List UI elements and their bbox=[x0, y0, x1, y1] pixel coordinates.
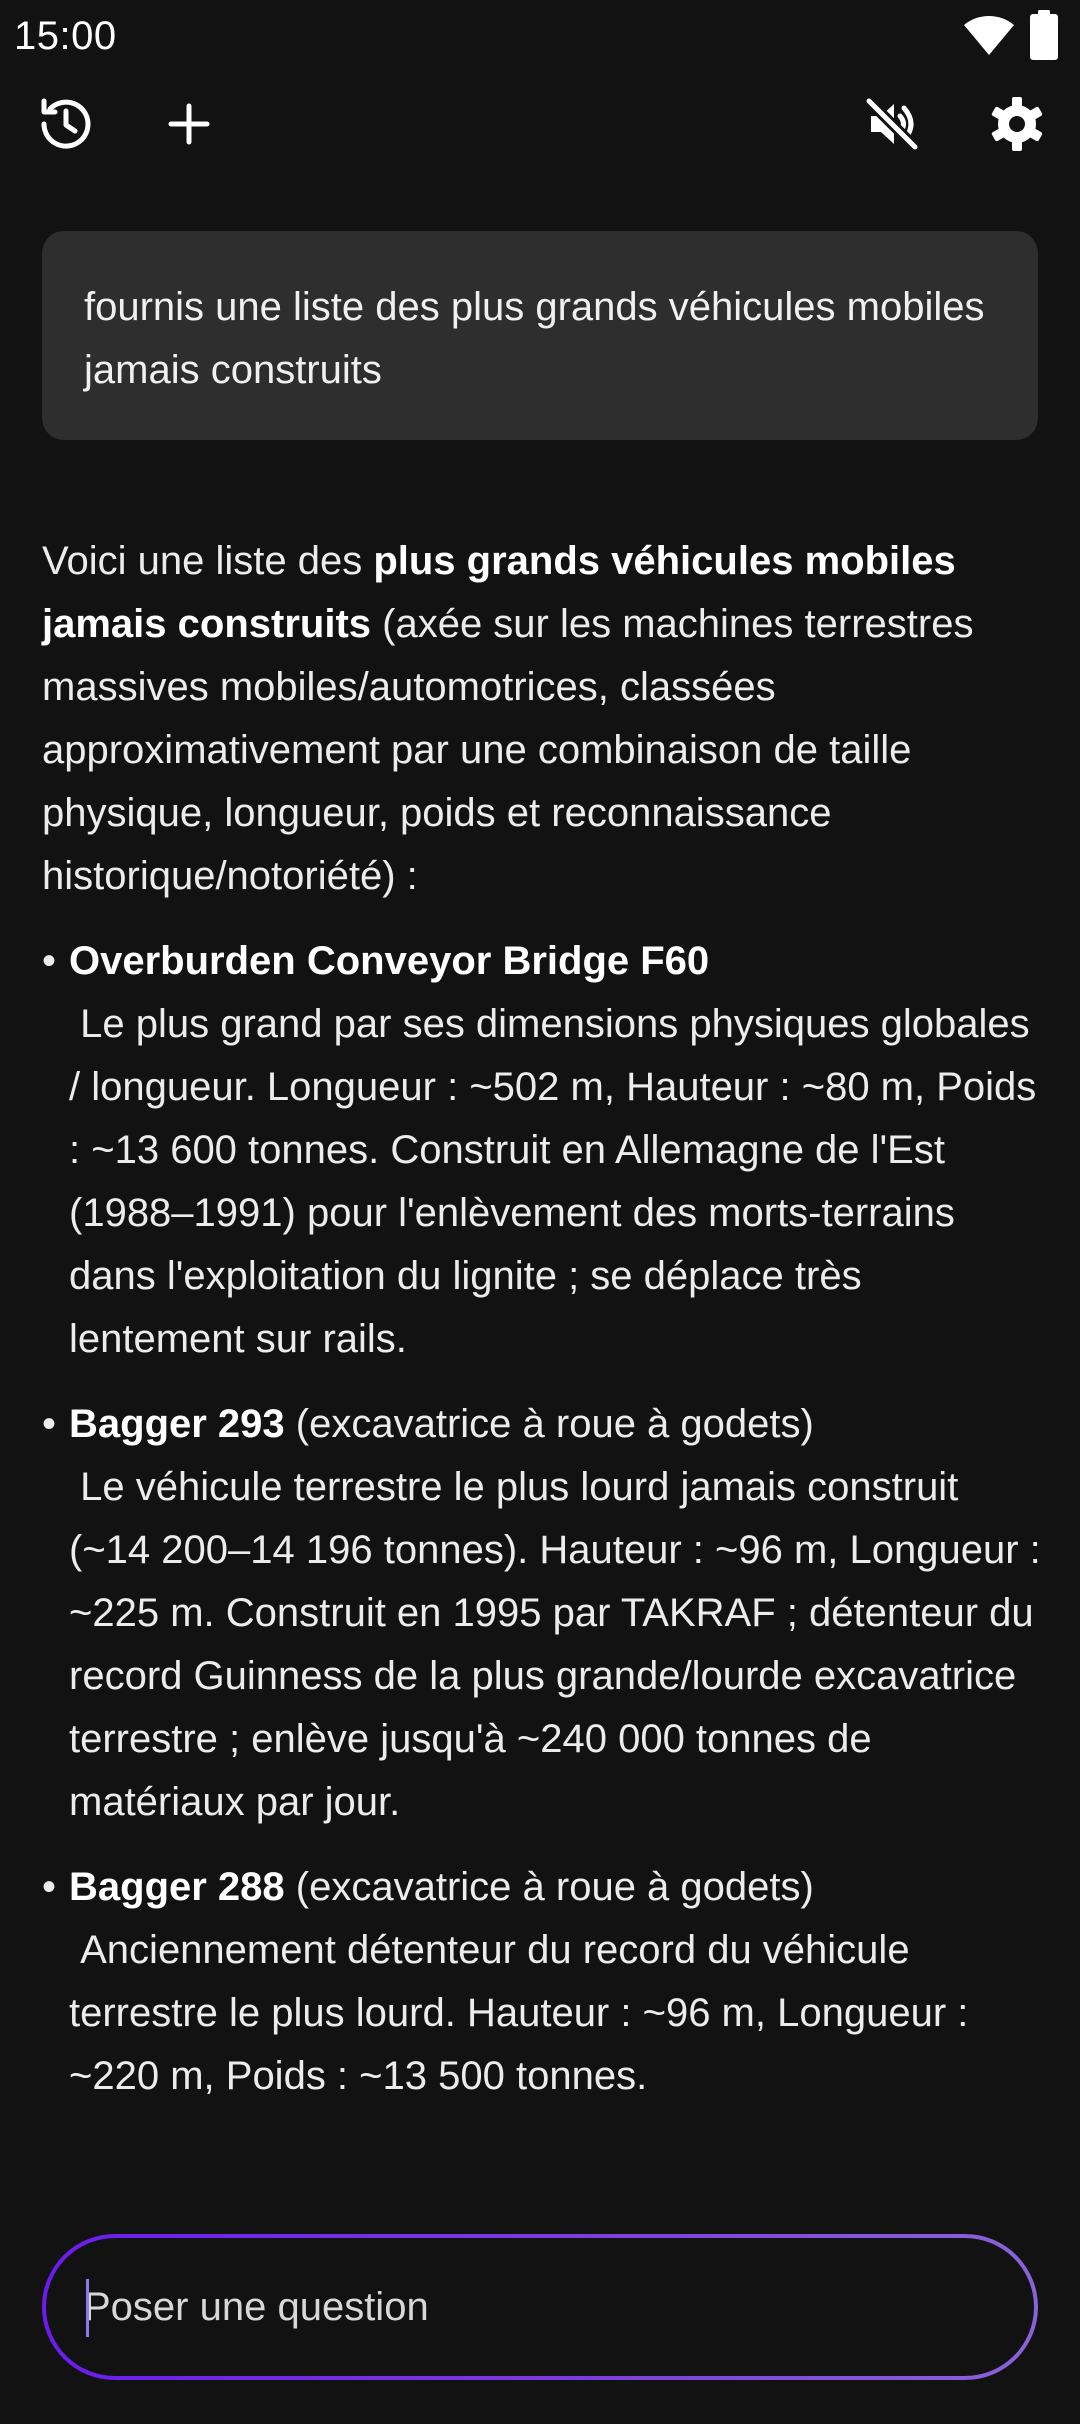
answer-intro bbox=[42, 530, 1042, 908]
history-icon bbox=[34, 94, 94, 159]
item-description: Le plus grand par ses dimensions physiques globales / longueur. Longueur : ~502 m, Hauteur : ~80 m, Poids : ~13 600 tonnes. Construit en Allemagne de l'Est (1988–1991) pour l'enlèvement des morts-terrains dans l'exploitation du lignite ; se déplace très lentement sur rails. bbox=[69, 1002, 1048, 1361]
history-button[interactable] bbox=[26, 88, 102, 164]
assistant-answer bbox=[42, 530, 1052, 2130]
settings-button[interactable] bbox=[979, 88, 1055, 164]
item-subtitle: (excavatrice à roue à godets) bbox=[284, 1402, 814, 1446]
status-icons bbox=[962, 10, 1058, 65]
text-caret bbox=[86, 2279, 89, 2337]
question-input[interactable] bbox=[84, 2285, 984, 2330]
volume-off-icon bbox=[863, 95, 921, 158]
question-input-border bbox=[42, 2234, 1038, 2380]
list-item bbox=[42, 930, 1048, 1371]
user-message-bubble bbox=[42, 231, 1038, 440]
status-time: 15:00 bbox=[14, 14, 117, 58]
vehicle-list bbox=[42, 930, 1052, 2108]
intro-prefix: Voici une liste des bbox=[42, 539, 374, 583]
top-toolbar bbox=[0, 88, 1080, 164]
item-name: Bagger 293 bbox=[69, 1402, 285, 1446]
user-message-text: fournis une liste des plus grands véhicules mobiles jamais construits bbox=[84, 285, 985, 392]
intro-bold: plus grands véhicules mobiles jamais construits bbox=[42, 539, 956, 646]
item-description: Le véhicule terrestre le plus lourd jamais construit (~14 200–14 196 tonnes). Hauteur : ~96 m, Longueur : ~225 m. Construit en 1995 par TAKRAF ; détenteur du record Guinness de la plus grande/lourde excavatrice terrestre ; enlève jusqu'à ~240 000 tonnes de matériaux par jour. bbox=[69, 1465, 1052, 1824]
item-subtitle: (excavatrice à roue à godets) bbox=[284, 1865, 814, 1909]
battery-icon bbox=[1030, 10, 1058, 65]
gear-icon bbox=[988, 95, 1046, 158]
mute-button[interactable] bbox=[854, 88, 930, 164]
item-name: Bagger 288 bbox=[69, 1865, 285, 1909]
question-input-container[interactable] bbox=[46, 2238, 1034, 2376]
new-chat-button[interactable] bbox=[151, 88, 227, 164]
item-name: Overburden Conveyor Bridge F60 bbox=[69, 939, 710, 983]
plus-icon bbox=[167, 102, 211, 151]
wifi-icon bbox=[962, 13, 1016, 62]
item-description: Anciennement détenteur du record du véhicule terrestre le plus lourd. Hauteur : ~96 m, Longueur : ~220 m, Poids : ~13 500 tonnes. bbox=[69, 1928, 980, 2098]
intro-suffix: (axée sur les machines terrestres massives mobiles/automotrices, classées approximativement par une combinaison de taille physique, longueur, poids et reconnaissance historique/notoriété) : bbox=[42, 602, 974, 898]
list-item bbox=[42, 1856, 1042, 2108]
status-bar bbox=[0, 0, 1080, 78]
list-item bbox=[42, 1393, 1052, 1834]
